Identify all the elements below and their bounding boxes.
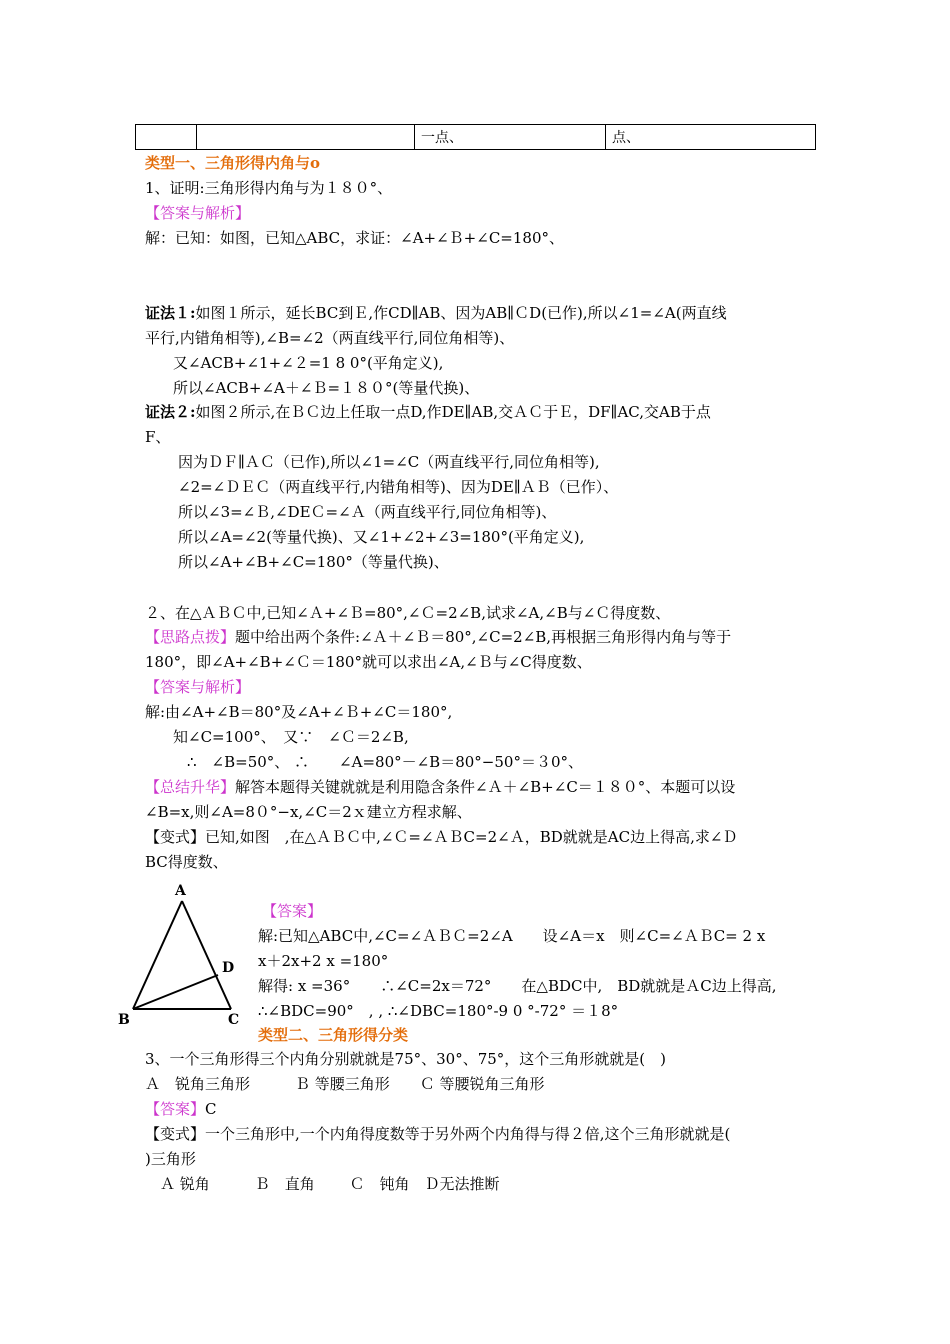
vertex-label-a: A [175, 883, 186, 899]
summary-text: 解答本题得关键就就是利用隐含条件∠Ａ＋∠B+∠C＝１８０°、本题可以设 [235, 778, 736, 796]
method-1-line-2: 平行,内错角相等),∠B=∠2（两直线平行,同位角相等)、 [145, 329, 515, 347]
method-1-line-3: 又∠ACB+∠1+∠２=1 8 0°(平角定义), [173, 354, 444, 372]
method-2-line-2: F、 [145, 428, 171, 446]
variant-3-label: 【变式】 [145, 1125, 206, 1143]
answer-2-label: 【答案】 [262, 902, 323, 920]
table-cell [197, 125, 415, 150]
q2-solution-2: 知∠C=100°、 又∵ ∠Ｃ＝2∠B, [173, 728, 409, 746]
tip-label: 【思路点拨】 [145, 628, 236, 646]
summary-line-2: ∠B=x,则∠A=8０°−x,∠C＝2ｘ建立方程求解、 [145, 803, 472, 821]
table-cell [136, 125, 197, 150]
section-heading-1 [145, 152, 815, 174]
method-2-line-1 [145, 401, 815, 423]
vertex-label-c: C [228, 1012, 240, 1028]
point-label-d: D [222, 960, 235, 976]
answer-2-line-1: 解:已知△ABC中,∠C=∠ＡＢＣ=2∠A 设∠A＝x 则∠C=∠ＡＢC= 2 x [258, 927, 766, 945]
method-2-line-6: 所以∠A=∠2(等量代换)、又∠1+∠2+∠3=180°(平角定义), [178, 528, 585, 546]
side-ac [182, 901, 231, 1009]
table-row [136, 125, 816, 150]
variant-line-1 [145, 826, 815, 848]
question-1: 1、证明:三角形得内角与为１８０°、 [145, 179, 393, 197]
question-3: 3、一个三角形得三个内角分别就就是75°、30°、75°，这个三角形就就是( ) [145, 1050, 667, 1068]
section-heading-mark: o [310, 154, 321, 172]
variant-3-line-2: )三角形 [145, 1150, 196, 1168]
header-table [135, 124, 816, 150]
method-2-line-4: ∠2=∠ＤＥＣ（两直线平行,内错角相等)、因为DE∥ＡＢ（已作）、 [178, 478, 619, 496]
section-heading-2: 类型二、三角形得分类 [258, 1026, 409, 1044]
q1-solution: 解：已知：如图，已知△ABC，求证：∠A+∠Ｂ+∠C=180°、 [145, 229, 564, 247]
answer-3-value: C [205, 1100, 217, 1118]
answer-2-line-2: x＋2x+2 x =180° [258, 952, 389, 970]
variant-line-2: BC得度数、 [145, 853, 228, 871]
method-1-line-1 [145, 302, 815, 324]
method-2-line-3: 因为ＤＦ∥ＡＣ（已作),所以∠1=∠C（两直线平行,同位角相等), [178, 453, 600, 471]
table-cell: 一点、 [415, 125, 606, 150]
method-2-label: 证法２: [145, 403, 196, 421]
answer-3-label: 【答案】 [145, 1100, 206, 1118]
q2-solution-3: ∴ ∠B=50°、 ∴ ∠A=80°－∠B＝80°−50°＝３0°、 [187, 753, 583, 771]
answer-3 [145, 1098, 815, 1120]
variant-3-line-1 [145, 1123, 815, 1145]
method-1-text: 如图１所示，延长BC到Ｅ,作CD∥AB、因为AB∥ＣD(已作),所以∠1=∠A(两直线 [195, 304, 727, 322]
answer-label: 【答案与解析】 [145, 678, 251, 696]
question-2: ２、在△ＡＢＣ中,已知∠Ａ+∠Ｂ=80°,∠Ｃ=2∠B,试求∠A,∠B与∠Ｃ得度数、 [145, 604, 671, 622]
method-2-line-7: 所以∠A+∠B+∠C=180°（等量代换)、 [178, 553, 449, 571]
method-1-line-4: 所以∠ACB+∠A＋∠Ｂ=１８０°(等量代换)、 [173, 379, 480, 397]
vertex-label-b: B [118, 1012, 130, 1028]
section-heading-text: 类型一、三角形得内角与 [145, 154, 311, 172]
answer-label: 【答案与解析】 [145, 204, 251, 222]
tip-line-2: 180°，即∠A+∠B+∠Ｃ＝180°就可以求出∠A,∠Ｂ与∠C得度数、 [145, 653, 592, 671]
summary-line-1 [145, 776, 815, 798]
variant-text: 已知,如图 ,在△ＡＢＣ中,∠Ｃ=∠ＡＢC=2∠Ａ，BD就就是AC边上得高,求∠Ｄ [205, 828, 738, 846]
method-2-line-5: 所以∠3=∠Ｂ,∠DEＣ=∠Ａ（两直线平行,同位角相等)、 [178, 503, 557, 521]
variant-label: 【变式】 [145, 828, 206, 846]
summary-label: 【总结升华】 [145, 778, 236, 796]
tip-line-1 [145, 626, 815, 648]
triangle-figure [112, 880, 252, 1030]
tip-text: 题中给出两个条件:∠Ａ＋∠Ｂ＝80°,∠C=2∠B,再根据三角形得内角与等于 [235, 628, 732, 646]
table-cell: 点、 [606, 125, 816, 150]
method-2-text: 如图２所示,在ＢＣ边上任取一点D,作DE∥AB,交ＡＣ于Ｅ，DF∥AC,交AB于点 [195, 403, 711, 421]
variant-3-options: Ａ 锐角 Ｂ 直角 Ｃ 钝角 Ｄ无法推断 [160, 1175, 500, 1193]
answer-2-line-4: ∴∠BDC=90° , , ∴∠DBC=180°-9 0 °-72° ＝１8° [258, 1002, 619, 1020]
variant-3-text: 一个三角形中,一个内角得度数等于另外两个内角得与得２倍,这个三角形就就是( [205, 1125, 731, 1143]
method-1-label: 证法１: [145, 304, 196, 322]
q2-solution-1: 解:由∠A+∠B＝80°及∠A+∠Ｂ+∠C＝180°, [145, 703, 453, 721]
answer-2-line-3: 解得: x =36° ∴∠C=2x＝72° 在△BDC中, BD就就是ＡC边上得高, [258, 977, 777, 995]
question-3-options: Ａ 锐角三角形 Ｂ 等腰三角形 Ｃ 等腰锐角三角形 [145, 1075, 545, 1093]
